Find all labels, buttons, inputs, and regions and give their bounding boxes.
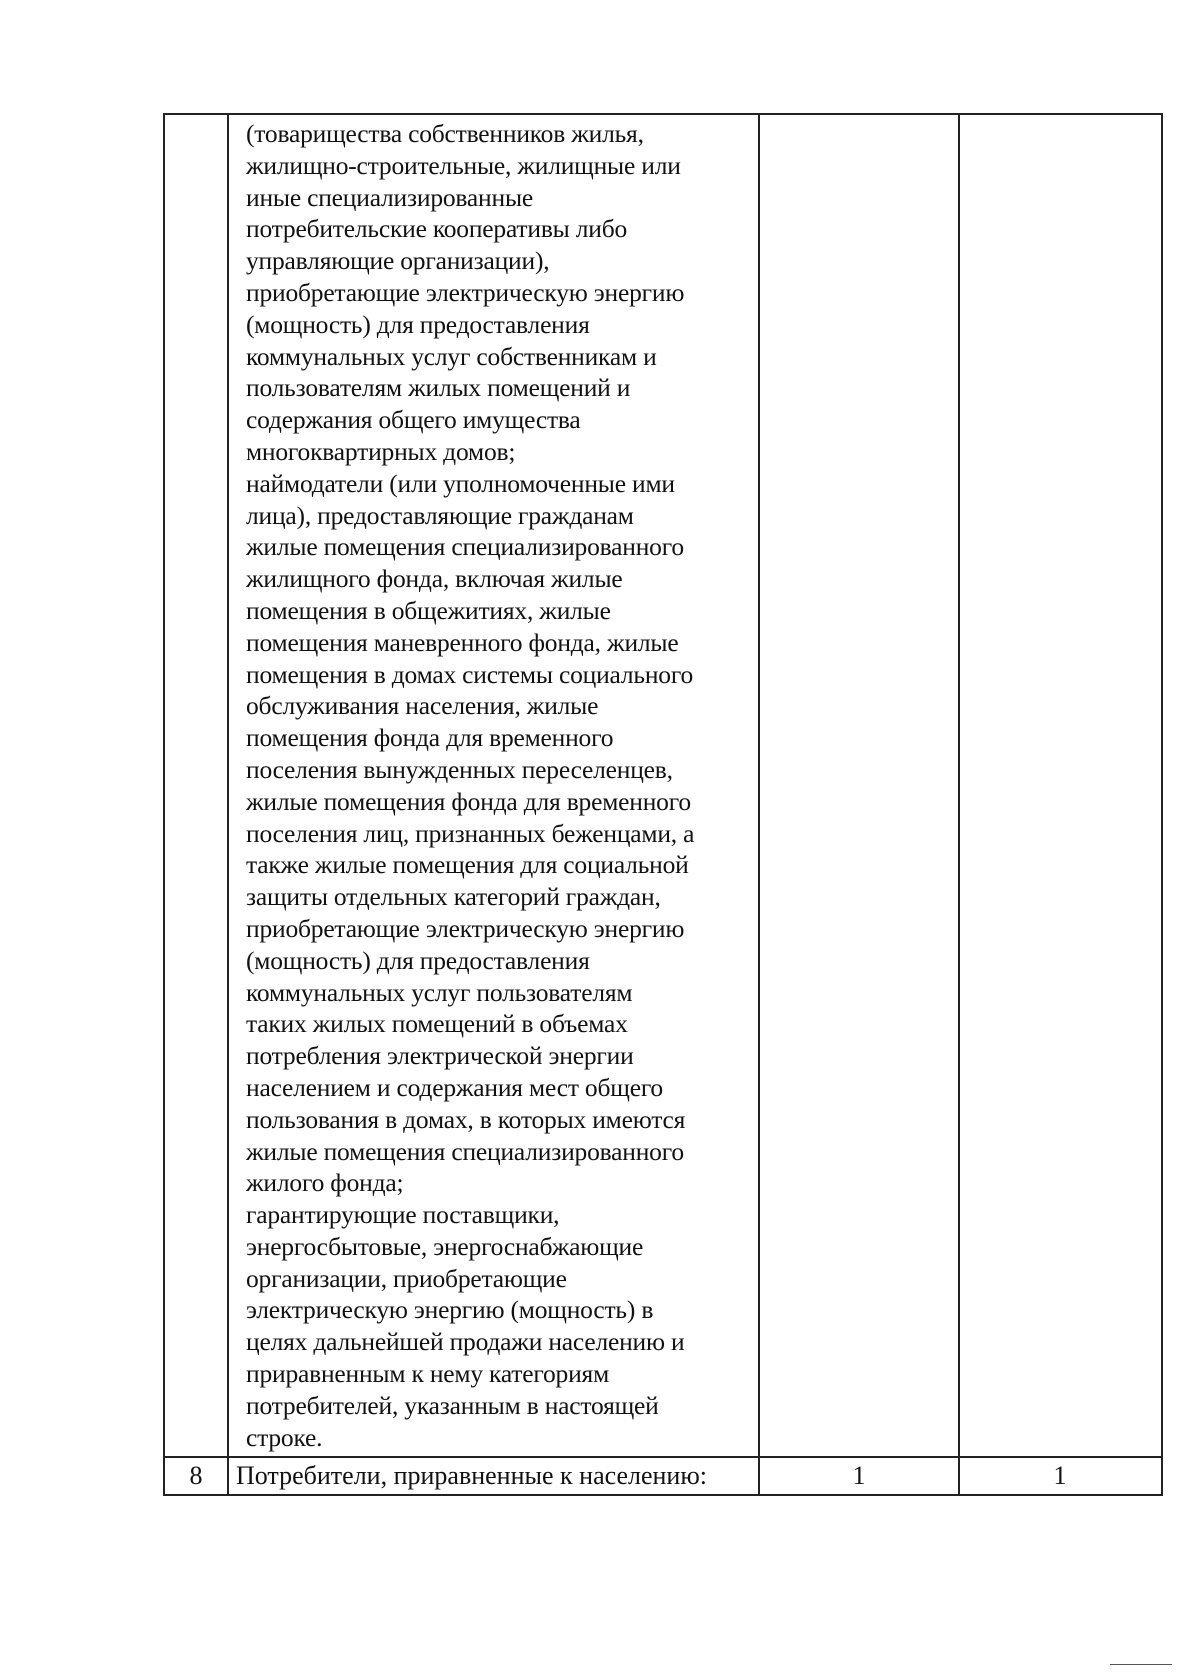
cell-text-line: помещения фонда для временного (246, 723, 614, 753)
cell-text-line: приобретающие электрическую энергию (246, 913, 685, 943)
cell-text-line: также жилые помещения для социальной (246, 850, 689, 880)
cell-text-line: лица), предоставляющие гражданам (246, 500, 634, 530)
cell-text-line: строке. (246, 1422, 323, 1452)
row-description: Потребители, приравненные к населению: (236, 1461, 707, 1490)
cell-text-line: населением и содержания мест общего (246, 1072, 663, 1102)
table-right-border (1161, 113, 1163, 1496)
cell-text-line: поселения вынужденных переселенцев, (246, 754, 673, 784)
cell-text-line: энергосбытовые, энергоснабжающие (246, 1231, 644, 1261)
table-left-border (163, 113, 165, 1496)
cell-text-line: потребления электрической энергии (246, 1041, 634, 1071)
cell-text-line: управляющие организации), (246, 246, 550, 276)
cell-text-line: коммунальных услуг собственникам и (246, 341, 657, 371)
cell-text-line: потребительские кооперативы либо (246, 214, 628, 244)
row-value-col4: 1 (1053, 1461, 1067, 1490)
cell-text-line: организации, приобретающие (246, 1263, 567, 1293)
continuation-cell-text (246, 118, 766, 1453)
cell-text-line: жилые помещения фонда для временного (246, 786, 691, 816)
scan-mark (1110, 1664, 1172, 1665)
row-number: 8 (189, 1461, 203, 1490)
table-top-border (163, 113, 1163, 115)
cell-text-line: (мощность) для предоставления (246, 945, 590, 975)
cell-text-line: жилого фонда; (246, 1168, 404, 1198)
cell-text-line: пользования в домах, в которых имеются (246, 1104, 686, 1134)
cell-text-line: защиты отдельных категорий граждан, (246, 882, 661, 912)
cell-text-line: помещения маневренного фонда, жилые (246, 627, 679, 657)
cell-text-line: жилищно-строительные, жилищные или (246, 150, 681, 180)
cell-text-line: помещения в домах системы социального (246, 659, 693, 689)
row-value-col3: 1 (852, 1461, 866, 1490)
cell-text-line: наймодатели (или уполномоченные ими (246, 468, 675, 498)
cell-text-line: иные специализированные (246, 182, 533, 212)
cell-text-line: целях дальнейшей продажи населению и (246, 1327, 685, 1357)
column-divider-1 (227, 113, 229, 1496)
cell-text-line: потребителей, указанным в настоящей (246, 1390, 659, 1420)
cell-text-line: (мощность) для предоставления (246, 309, 590, 339)
cell-text-line: электрическую энергию (мощность) в (246, 1295, 654, 1325)
table-bottom-border (163, 1494, 1163, 1496)
cell-text-line: жилые помещения специализированного (246, 1136, 684, 1166)
cell-text-line: (товарищества собственников жилья, (246, 119, 644, 148)
cell-text-line: таких жилых помещений в объемах (246, 1009, 628, 1039)
column-divider-3 (958, 113, 960, 1496)
cell-text-line: содержания общего имущества (246, 405, 581, 435)
cell-text-line: жилые помещения специализированного (246, 532, 684, 562)
cell-text-line: коммунальных услуг пользователям (246, 977, 633, 1007)
cell-text-line: приравненным к нему категориям (246, 1359, 610, 1389)
cell-text-line: жилищного фонда, включая жилые (246, 564, 623, 594)
cell-text-line: многоквартирных домов; (246, 436, 516, 466)
cell-text-line: обслуживания населения, жилые (246, 691, 599, 721)
cell-text-line: пользователям жилых помещений и (246, 373, 631, 403)
cell-text-line: помещения в общежитиях, жилые (246, 595, 611, 625)
cell-text-line: поселения лиц, признанных беженцами, а (246, 818, 695, 848)
cell-text-line: приобретающие электрическую энергию (246, 277, 685, 307)
cell-text-line: гарантирующие поставщики, (246, 1200, 560, 1230)
